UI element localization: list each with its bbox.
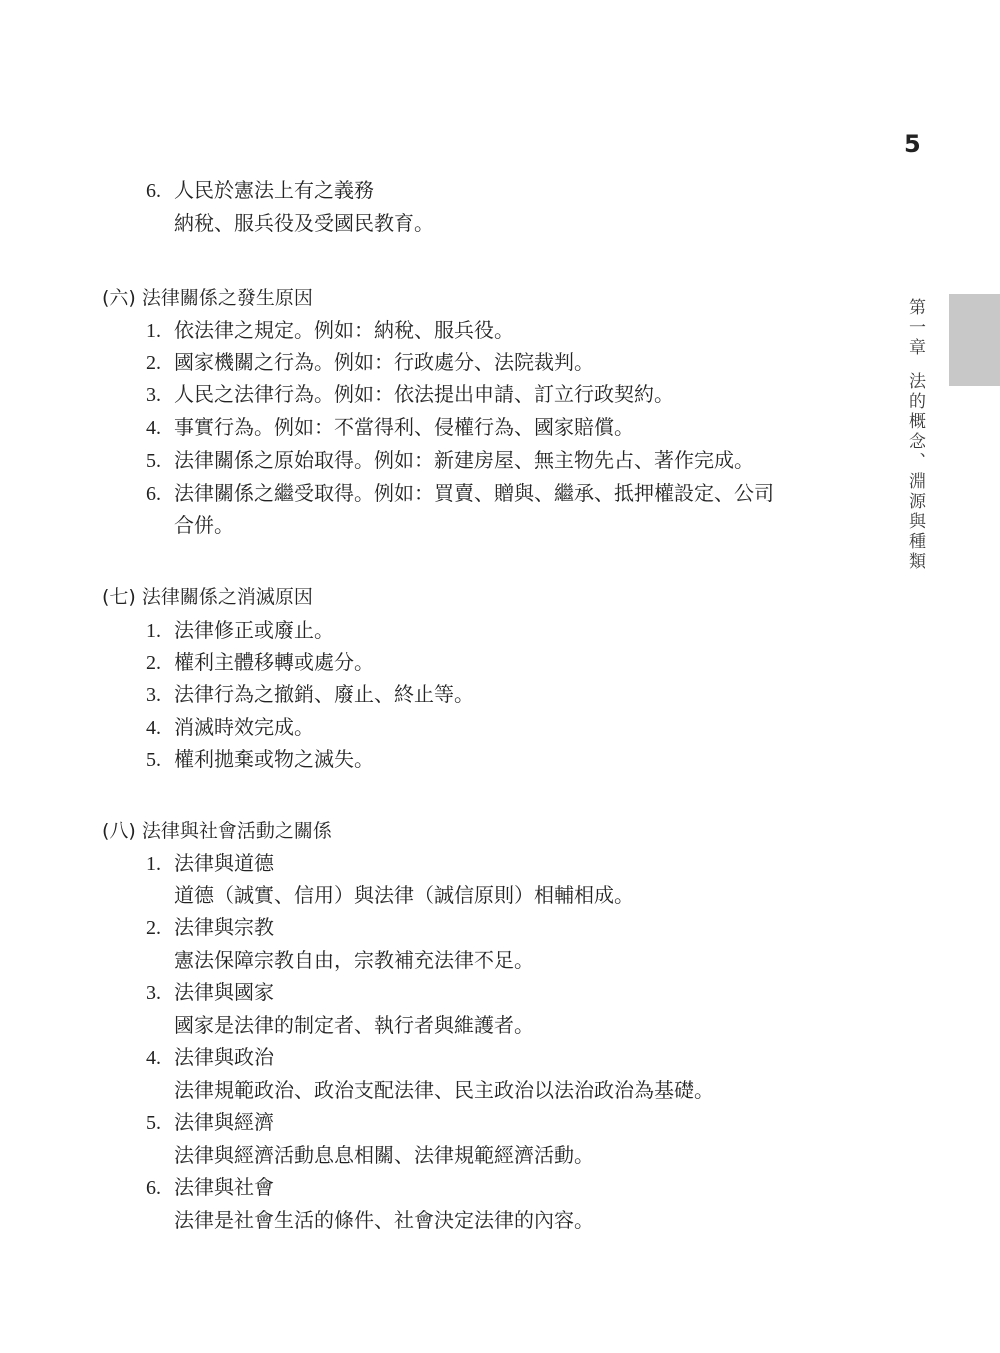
item-number: 6. [146, 180, 161, 202]
item-number: 6. [146, 1177, 161, 1199]
item-continuation: 合併。 [174, 513, 234, 537]
item-text: 國家機關之行為。例如：行政處分、法院裁判。 [174, 350, 594, 374]
chapter-title: 法的概念、淵源與種類 [905, 372, 925, 572]
page-number: 5 [904, 130, 922, 158]
item-number: 1. [146, 620, 161, 642]
item-text: 法律與國家 [174, 980, 274, 1004]
item-text: 法律關係之繼受取得。例如：買賣、贈與、繼承、抵押權設定、公司 [174, 481, 774, 505]
item-text: 法律與道德 [174, 851, 274, 875]
list-item [146, 316, 514, 344]
item-text: 權利主體移轉或處分。 [174, 650, 374, 674]
item-number: 3. [146, 982, 161, 1004]
item-number: 4. [146, 1047, 161, 1069]
item-number: 2. [146, 917, 161, 939]
item-number: 6. [146, 483, 161, 505]
item-detail: 國家是法律的制定者、執行者與維護者。 [174, 1013, 534, 1037]
chapter-thumb-tab [949, 294, 1000, 386]
item-number: 4. [146, 417, 161, 439]
item-text: 法律與社會 [174, 1175, 274, 1199]
item-number: 4. [146, 717, 161, 739]
item-text: 法律與政治 [174, 1045, 274, 1069]
item-text: 法律與宗教 [174, 915, 274, 939]
list-item [146, 745, 374, 773]
section-heading: (七) 法律關係之消滅原因 [102, 586, 313, 608]
list-item [146, 479, 774, 507]
item-text: 權利拋棄或物之滅失。 [174, 747, 374, 771]
item-detail: 法律規範政治、政治支配法律、民主政治以法治政治為基礎。 [174, 1078, 714, 1102]
item-detail: 憲法保障宗教自由，宗教補充法律不足。 [174, 948, 534, 972]
item-text: 依法律之規定。例如：納稅、服兵役。 [174, 318, 514, 342]
list-item [146, 648, 374, 676]
item-detail: 法律與經濟活動息息相關、法律規範經濟活動。 [174, 1143, 594, 1167]
list-item [146, 176, 374, 204]
item-text: 人民之法律行為。例如：依法提出申請、訂立行政契約。 [174, 382, 674, 406]
list-item [146, 913, 274, 941]
item-number: 1. [146, 320, 161, 342]
list-item [146, 1043, 274, 1071]
list-item [146, 713, 314, 741]
chapter-side-title [903, 298, 927, 572]
section-heading: (六) 法律關係之發生原因 [102, 287, 313, 309]
list-item [146, 380, 674, 408]
item-text: 法律與經濟 [174, 1110, 274, 1134]
list-item [146, 446, 754, 474]
list-item [146, 1108, 274, 1136]
list-item [146, 616, 334, 644]
item-number: 2. [146, 352, 161, 374]
item-number: 5. [146, 1112, 161, 1134]
item-number: 2. [146, 652, 161, 674]
list-item [146, 978, 274, 1006]
item-detail: 納稅、服兵役及受國民教育。 [174, 211, 434, 235]
item-text: 消滅時效完成。 [174, 715, 314, 739]
item-number: 3. [146, 384, 161, 406]
chapter-label: 第一章 [905, 298, 925, 358]
item-text: 事實行為。例如：不當得利、侵權行為、國家賠償。 [174, 415, 634, 439]
list-item [146, 413, 634, 441]
item-number: 5. [146, 450, 161, 472]
item-number: 5. [146, 749, 161, 771]
item-number: 3. [146, 684, 161, 706]
list-item [146, 348, 594, 376]
list-item [146, 680, 474, 708]
list-item [146, 1173, 274, 1201]
item-number: 1. [146, 853, 161, 875]
item-text: 法律行為之撤銷、廢止、終止等。 [174, 682, 474, 706]
item-text: 法律修正或廢止。 [174, 618, 334, 642]
item-text: 人民於憲法上有之義務 [174, 178, 374, 202]
section-heading: (八) 法律與社會活動之關係 [102, 820, 332, 842]
list-item [146, 849, 274, 877]
item-detail: 道德（誠實、信用）與法律（誠信原則）相輔相成。 [174, 883, 634, 907]
item-detail: 法律是社會生活的條件、社會決定法律的內容。 [174, 1208, 594, 1232]
item-text: 法律關係之原始取得。例如：新建房屋、無主物先占、著作完成。 [174, 448, 754, 472]
